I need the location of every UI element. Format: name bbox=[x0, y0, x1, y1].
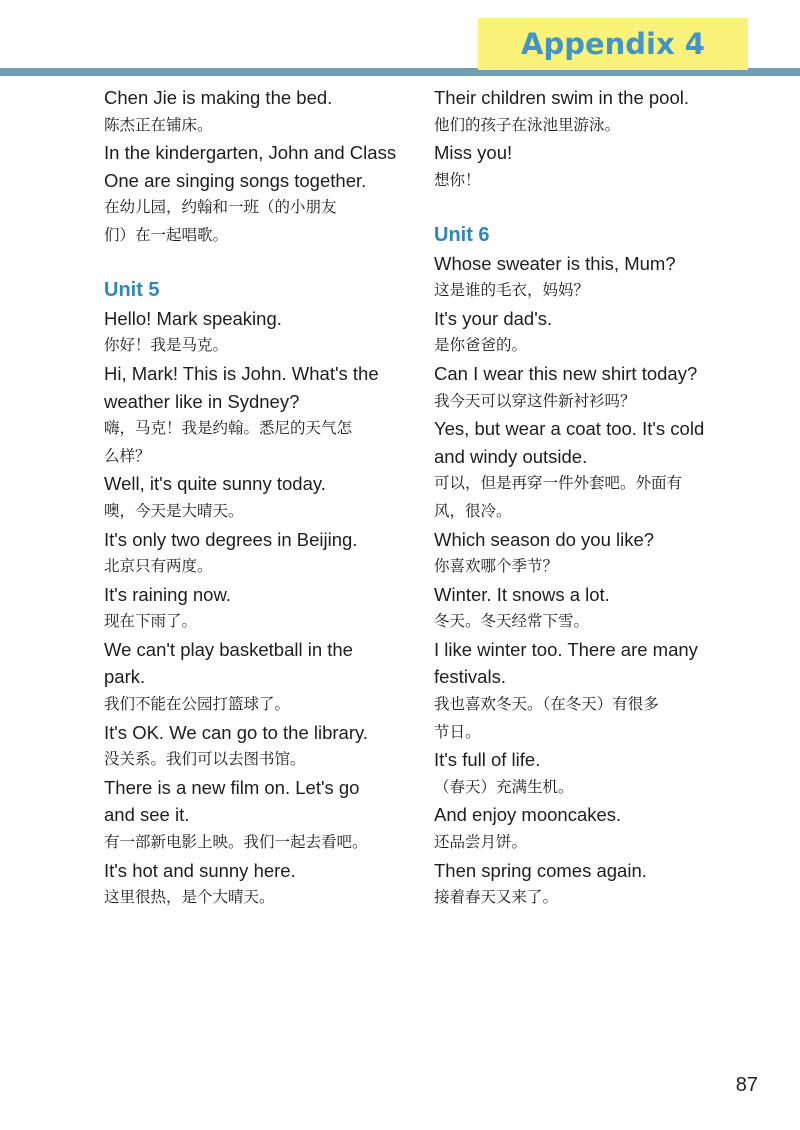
unit-6-heading: Unit 6 bbox=[434, 223, 490, 246]
chinese-line: 你好！我是马克。 bbox=[104, 336, 229, 355]
left-column bbox=[104, 84, 410, 912]
sentence-pair bbox=[434, 415, 744, 525]
english-line: Hello! Mark speaking. bbox=[104, 307, 282, 329]
chinese-line: 这是谁的毛衣，妈妈？ bbox=[434, 281, 590, 300]
english-line: Can I wear this new shirt today? bbox=[434, 362, 698, 384]
chinese-line: 们）在一起唱歌。 bbox=[104, 225, 229, 244]
chinese-line: 接着春天又来了。 bbox=[434, 888, 559, 907]
unit-5-heading: Unit 5 bbox=[104, 279, 160, 302]
english-line: weather like in Sydney? bbox=[104, 390, 300, 412]
page-number: 87 bbox=[735, 1074, 758, 1096]
chinese-line: 风，很冷。 bbox=[434, 501, 512, 520]
sentence-pair bbox=[104, 84, 410, 139]
english-line: It's raining now. bbox=[104, 583, 231, 605]
english-line: Which season do you like? bbox=[434, 528, 655, 550]
sentence-pair bbox=[434, 139, 744, 194]
appendix-title: Appendix 4 bbox=[521, 27, 705, 61]
chinese-line: 我们不能在公园打篮球了。 bbox=[104, 695, 291, 714]
pre-dialogue bbox=[104, 84, 410, 250]
sentence-pair bbox=[104, 719, 410, 774]
english-line: Well, it's quite sunny today. bbox=[104, 473, 326, 495]
right-column bbox=[434, 84, 744, 912]
english-line: Yes, but wear a coat too. It's cold bbox=[434, 418, 705, 440]
chinese-line: 有一部新电影上映。我们一起去看吧。 bbox=[104, 833, 368, 852]
english-line: There is a new film on. Let's go bbox=[104, 776, 360, 798]
sentence-pair bbox=[434, 526, 744, 581]
chinese-line: 是你爸爸的。 bbox=[434, 336, 528, 355]
english-line: and see it. bbox=[104, 804, 190, 826]
sentence-pair bbox=[104, 774, 410, 857]
english-line: I like winter too. There are many bbox=[434, 638, 698, 660]
sentence-pair bbox=[434, 84, 744, 139]
sentence-pair bbox=[434, 746, 744, 801]
chinese-line: 我今天可以穿这件新衬衫吗？ bbox=[434, 391, 636, 410]
chinese-line: 现在下雨了。 bbox=[104, 612, 198, 631]
sentence-pair bbox=[104, 305, 410, 360]
unit-6-dialogue bbox=[434, 250, 744, 912]
sentence-pair bbox=[104, 581, 410, 636]
sentence-pair bbox=[104, 470, 410, 525]
chinese-line: 嗨，马克！我是约翰。悉尼的天气怎 bbox=[104, 419, 353, 438]
chinese-line: 节日。 bbox=[434, 722, 481, 741]
chinese-line: 他们的孩子在泳池里游泳。 bbox=[434, 115, 621, 134]
chinese-line: 北京只有两度。 bbox=[104, 557, 213, 576]
english-line: It's your dad's. bbox=[434, 307, 553, 329]
english-line: We can't play basketball in the bbox=[104, 638, 353, 660]
english-line: It's full of life. bbox=[434, 749, 541, 771]
english-line: In the kindergarten, John and Class bbox=[104, 142, 397, 164]
english-line: Winter. It snows a lot. bbox=[434, 583, 610, 605]
english-line: One are singing songs together. bbox=[104, 169, 367, 191]
chinese-line: 在幼儿园，约翰和一班（的小朋友 bbox=[104, 198, 337, 217]
chinese-line: 么样？ bbox=[104, 446, 151, 465]
chinese-line: 冬天。冬天经常下雪。 bbox=[434, 612, 590, 631]
sentence-pair bbox=[434, 360, 744, 415]
chinese-line: 我也喜欢冬天。（在冬天）有很多 bbox=[434, 695, 659, 714]
english-line: Hi, Mark! This is John. What's the bbox=[104, 362, 379, 384]
chinese-line: 没关系。我们可以去图书馆。 bbox=[104, 750, 306, 769]
sentence-pair bbox=[434, 581, 744, 636]
chinese-line: 你喜欢哪个季节？ bbox=[434, 557, 559, 576]
english-line: It's OK. We can go to the library. bbox=[104, 721, 369, 743]
chinese-line: 还品尝月饼。 bbox=[434, 833, 528, 852]
sentence-pair bbox=[104, 526, 410, 581]
english-line: It's only two degrees in Beijing. bbox=[104, 528, 358, 550]
pre-dialogue bbox=[434, 84, 744, 194]
english-line: park. bbox=[104, 666, 146, 688]
sentence-pair bbox=[434, 801, 744, 856]
chinese-line: 这里很热，是个大晴天。 bbox=[104, 888, 275, 907]
chinese-line: 想你！ bbox=[434, 170, 481, 189]
sentence-pair bbox=[434, 857, 744, 912]
unit-5-dialogue bbox=[104, 305, 410, 912]
chinese-line: 可以，但是再穿一件外套吧。外面有 bbox=[434, 474, 683, 493]
english-line: and windy outside. bbox=[434, 445, 588, 467]
chinese-line: （春天）充满生机。 bbox=[434, 777, 574, 796]
english-line: Their children swim in the pool. bbox=[434, 87, 689, 108]
sentence-pair bbox=[104, 636, 410, 719]
chinese-line: 噢，今天是大晴天。 bbox=[104, 501, 244, 520]
english-line: Whose sweater is this, Mum? bbox=[434, 252, 676, 274]
sentence-pair bbox=[434, 250, 744, 305]
english-line: festivals. bbox=[434, 666, 506, 688]
english-line: Then spring comes again. bbox=[434, 859, 647, 881]
chinese-line: 陈杰正在铺床。 bbox=[104, 115, 213, 134]
sentence-pair bbox=[104, 360, 410, 470]
english-line: It's hot and sunny here. bbox=[104, 859, 296, 881]
english-line: Miss you! bbox=[434, 142, 513, 164]
sentence-pair bbox=[434, 305, 744, 360]
english-line: Chen Jie is making the bed. bbox=[104, 87, 333, 108]
sentence-pair bbox=[104, 857, 410, 912]
sentence-pair bbox=[434, 636, 744, 746]
english-line: And enjoy mooncakes. bbox=[434, 804, 622, 826]
appendix-tag bbox=[478, 18, 748, 70]
sentence-pair bbox=[104, 139, 410, 249]
